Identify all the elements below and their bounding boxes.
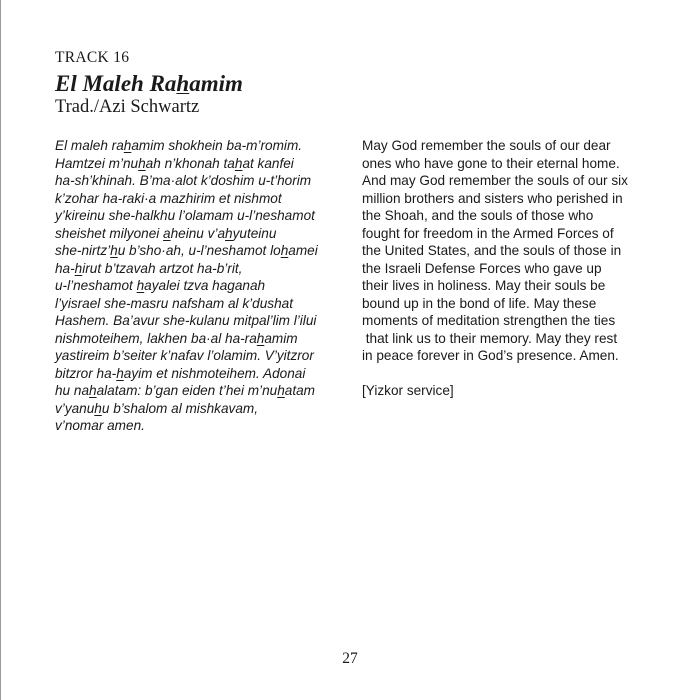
transliteration-line xyxy=(55,260,355,278)
line-segment: ha- xyxy=(55,260,75,276)
line-segment: sheishet milyonei xyxy=(55,225,164,241)
line-segment: u b’shalom al mishkavam, xyxy=(101,400,259,416)
underlined-letter: a xyxy=(163,225,171,241)
line-segment: alatam: b’gan eiden t’hei m’nu xyxy=(96,383,278,398)
line-segment: nishmoteihem, lakhen ba·al ha-ra xyxy=(55,330,257,346)
underlined-letter: h xyxy=(94,400,102,416)
underlined-letter: h xyxy=(110,243,118,258)
line-segment: k’zohar ha-raki·a mazhirim et nishmot xyxy=(55,190,282,206)
transliteration-line xyxy=(55,347,355,365)
line-segment: Hamtzei m’nu xyxy=(55,155,139,171)
line-segment: l’yisrael she-masru nafsham al k’dushat xyxy=(55,295,293,311)
song-title-underlined-letter: h xyxy=(176,71,190,96)
page-edge-rule xyxy=(0,0,1,700)
song-title-part: amim xyxy=(189,71,243,96)
underlined-letter: h xyxy=(136,278,145,293)
line-segment: heinu v’a xyxy=(170,225,226,241)
transliteration-line xyxy=(55,155,355,173)
line-segment: El maleh ra xyxy=(55,138,124,153)
transliteration-line xyxy=(55,225,355,243)
underlined-letter: h xyxy=(138,155,146,171)
line-segment: ayim et nishmoteihem. Adonai xyxy=(123,365,306,381)
transliteration-line xyxy=(55,137,355,155)
translation-line: moments of meditation strengthen the ties xyxy=(362,313,616,328)
underlined-letter: h xyxy=(277,383,285,398)
translation-line: bound up in the bond of life. May these xyxy=(362,295,597,311)
line-segment: u-l’neshamot xyxy=(55,278,137,293)
line-segment: hu na xyxy=(55,383,90,398)
underlined-letter: h xyxy=(89,383,97,398)
translation-line: the United States, and the souls of those in xyxy=(362,243,622,258)
transliteration-line xyxy=(55,172,355,190)
underlined-letter: h xyxy=(234,155,243,171)
line-segment: u b’sho·ah, u-l’neshamot lo xyxy=(117,243,281,258)
underlined-letter: h xyxy=(225,225,233,241)
translation-line: that link us to their memory. May they rest xyxy=(362,330,618,346)
transliteration-line xyxy=(55,242,355,260)
line-segment: she-nirtz’ xyxy=(55,243,111,258)
composer-credit: Trad./Azi Schwartz xyxy=(55,97,200,117)
transliteration-column xyxy=(55,137,355,435)
line-segment: bitzror ha- xyxy=(55,365,117,381)
transliteration-line xyxy=(55,277,355,295)
translation-line: the Shoah, and the souls of those who xyxy=(362,208,594,223)
line-segment: atam xyxy=(284,383,315,398)
line-segment: ha-sh’khinah. B’ma·alot k’doshim u-t’horim xyxy=(55,173,312,188)
transliteration-line xyxy=(55,400,355,418)
line-segment: ayalei tzva haganah xyxy=(144,278,266,293)
underlined-letter: h xyxy=(74,260,83,276)
translation-line: fought for freedom in the Armed Forces of xyxy=(362,225,614,241)
line-segment: ah n’khonah ta xyxy=(145,155,235,171)
line-segment: at kanfei xyxy=(242,155,294,171)
transliteration-line xyxy=(55,190,355,208)
line-segment: v’nomar amen. xyxy=(55,418,145,433)
transliteration-line xyxy=(55,295,355,313)
paragraph-gap xyxy=(362,365,682,383)
song-title-part: El Maleh Ra xyxy=(55,71,177,96)
line-segment: amim shokhein ba-m’romim. xyxy=(131,138,303,153)
translation-line: And may God remember the souls of our six xyxy=(362,173,628,188)
song-title xyxy=(55,70,243,97)
translation-line: their lives in holiness. May their souls be xyxy=(362,278,606,293)
transliteration-line xyxy=(55,365,355,383)
line-segment: v’yanu xyxy=(55,400,95,416)
underlined-letter: h xyxy=(116,365,124,381)
translation-column xyxy=(362,137,682,400)
underlined-letter: h xyxy=(256,330,265,346)
translation-line: the Israeli Defense Forces who gave up xyxy=(362,260,602,276)
line-segment: amei xyxy=(288,243,318,258)
underlined-letter: h xyxy=(123,138,132,153)
transliteration-line xyxy=(55,330,355,348)
line-segment: Hashem. Ba’avur she-kulanu mitpal’lim l’ilui xyxy=(55,313,317,328)
underlined-letter: h xyxy=(280,243,289,258)
line-segment: amim xyxy=(264,330,298,346)
translation-line: in peace forever in God’s presence. Amen. xyxy=(362,348,619,363)
track-label: TRACK 16 xyxy=(55,49,130,66)
line-segment: irut b’tzavah artzot ha-b’rit, xyxy=(82,260,243,276)
transliteration-line xyxy=(55,382,355,400)
translation-line: May God remember the souls of our dear xyxy=(362,138,611,153)
transliteration-line xyxy=(55,417,355,435)
page-number: 27 xyxy=(342,650,358,667)
line-segment: yastireim b’seiter k’nafav l’olamim. V’yitzror xyxy=(55,348,314,363)
translation-line: million brothers and sisters who perished in xyxy=(362,190,623,206)
service-note: [Yizkor service] xyxy=(362,383,454,398)
transliteration-line xyxy=(55,207,355,225)
transliteration-line xyxy=(55,312,355,330)
line-segment: yuteinu xyxy=(232,225,277,241)
translation-line: ones who have gone to their eternal home. xyxy=(362,155,620,171)
line-segment: y’kireinu she-halkhu l’olamam u-l’neshamot xyxy=(55,208,315,223)
translation-text xyxy=(362,137,682,365)
